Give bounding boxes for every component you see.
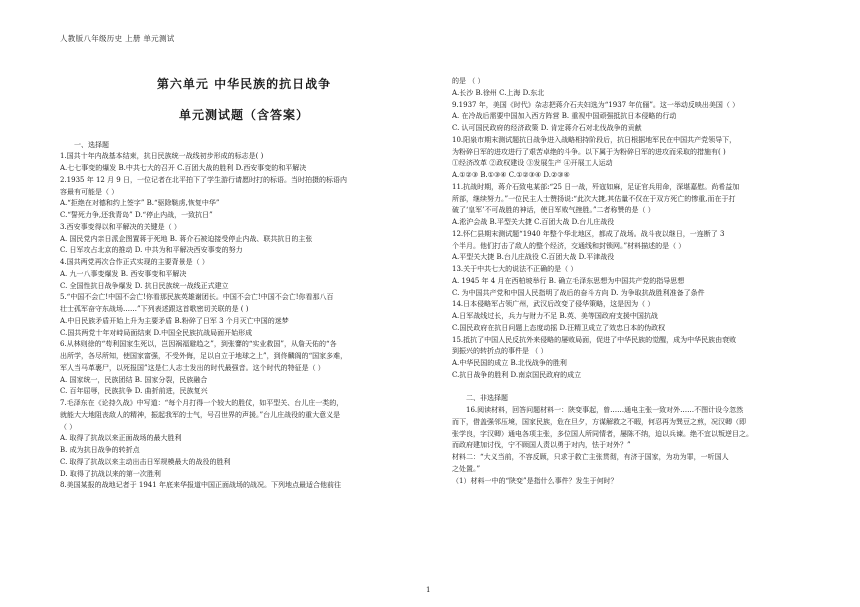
- text-line: 6.从林则徐的“苟利国家生死以，岂因祸福避趋之”，到张謇的“实业救国”，从詹天佑的“各: [60, 340, 337, 349]
- right-question-list: [452, 76, 792, 487]
- section-heading: 一、选择题: [74, 140, 109, 149]
- text-line: C.“誓死力争,还我青岛” D.“停止内战，一致抗日”: [60, 211, 213, 220]
- text-line: 1.国共十年内战基本结束，抗日民族统一战线初步形成的标志是( ): [60, 152, 264, 161]
- text-line: 3.西安事变得以和平解决的关键是（ ）: [60, 222, 181, 231]
- text-line: C. 为中国共产党和中国人民指明了战后的奋斗方向 D. 为争取抗战胜利准备了条件: [452, 288, 705, 297]
- text-line: 16.阅读材料，回答问题材料一：陕变事起，曾……通电主张一致对外……不图计设今忽然: [466, 406, 744, 414]
- text-line: A.中华民国的成立 B.北伐战争的胜利: [452, 359, 567, 367]
- text-line: 壮士孤军奋守东战场……”下列表述跟这首歌密切关联的是 ( ): [60, 305, 249, 314]
- text-line: 13.关于中共七大的说法不正确的是（ ）: [452, 265, 578, 273]
- page-number: 1: [426, 586, 431, 594]
- left-question-list: [60, 151, 428, 492]
- unit-title: 第六单元 中华民族的抗日战争: [156, 77, 332, 91]
- text-line: 2.1935 年 12 月 9 日，一位记者在北平拍下了学生游行请愿时打的标语。当时拍摄的标语内: [60, 175, 347, 184]
- text-line: C. 全国性抗日战争爆发 D. 抗日民族统一战线正式建立: [60, 281, 229, 290]
- text-line: A. 国民党内亲日派企图置蒋于死地 B. 蒋介石被迫接受停止内战、联共抗日的主张: [60, 234, 313, 243]
- text-line: 张学良，字汉卿）通电各项主张，多位国人所同情者，屡陈不纳，迫以兵谏。绝不宜以叛逆目之。: [452, 429, 753, 438]
- text-line: C.国共两党十年对峙局面结束 D.中国全民族抗战局面开始形成: [60, 328, 253, 337]
- text-line: 个半月。他们打击了敌人的整个经济，交通线和封锁网。”材料描述的是（ ）: [452, 241, 686, 250]
- text-line: 9.1937 年，美国《时代》杂志把蒋介石夫妇选为“1937 年伉俪”。这一举动反映出美国（ ）: [452, 100, 740, 109]
- text-line: 材料二：“大义当前，不容反顾，只求于救亡主张贯彻，有济于国家，为功为罪，一听国人: [452, 453, 729, 461]
- text-line: C. 百年屈辱，民族抗争 D. 曲折前进，民族复兴: [60, 387, 208, 396]
- text-line: D. 取得了抗战以来的第一次胜利: [60, 469, 161, 478]
- text-line: 的是 （ ）: [452, 77, 485, 85]
- text-line: A.日军战线过长，兵力与财力不足 B.英、美等国政府支援中国抗战: [452, 312, 658, 320]
- text-line: 14.日本侵略军占领广州，武汉后改变了侵华策略，这是因为（ ）: [452, 300, 655, 309]
- text-line: 10.阳泉市期末测试题抗日战争进入战略相持阶段后，抗日根据地军民在中国共产党领导下，: [452, 135, 737, 144]
- text-line: A. 在冷战后需要中国加入西方阵营 B. 重视中国顽强抵抗日本侵略的行动: [452, 112, 677, 121]
- left-column: [60, 68, 428, 492]
- test-subtitle: 单元测试题（含答案）: [178, 107, 309, 122]
- text-line: C. 日军攻占北京的推动 D. 中共为和平解决西安事变的努力: [60, 246, 243, 255]
- text-line: 12.怀仁县期末测试题“1940 年整个华北地区，都成了战场。战斗夜以继日，一连断了 3: [452, 229, 725, 238]
- text-line: 4.国共两党再次合作正式实现的主要背景是（ ）: [60, 258, 209, 267]
- text-line: ①经济改革 ②政权建设 ③发展生产 ④开展工人运动: [452, 159, 613, 168]
- text-line: 7.毛泽东在《论持久战》中写道：“每个月打得一个较大的胜仗，如平型关、台儿庄一类的，: [60, 399, 344, 408]
- text-line: 出所学，各尽所知，使国家富强，不受外侮，足以自立于地球之上”，到佟麟阁的“国家多难，: [60, 352, 348, 361]
- text-line: 容最有可能是（ ）: [60, 187, 119, 196]
- text-line: 5.“中国不会亡!中国不会亡!你看那民族英雄谢团长。中国不会亡!中国不会亡!你看那八百: [60, 293, 334, 302]
- text-line: A.平型关大捷 B.台儿庄战役 C.百团大战 D.平津战役: [452, 253, 615, 262]
- page-header: 人教版八年级历史 上册 单元测试: [60, 34, 175, 43]
- text-line: 而下，借盖强邻压境，国家民族，危在旦夕，方谋解救之不暇，何忍再为巽豆之煎，况汉卿（即: [452, 417, 746, 426]
- text-line: 为粉碎日军的进攻进行了艰苦卓绝的斗争。以下属于为粉碎日军的进攻而采取的措施有( ): [452, 147, 726, 156]
- text-line: A. 1945 年 4 月在西柏坡举行 B. 确立毛泽东思想为中国共产党的指导思想: [452, 276, 685, 285]
- text-line: C. 取得了抗战以来主动出击日军规模最大的战役的胜利: [60, 457, 231, 466]
- text-line: A. 国家统一，民族团结 B. 国家分裂，民族融合: [60, 375, 208, 384]
- right-column: [452, 76, 792, 487]
- text-line: A.七七事变的爆发 B.中共七大的召开 C.百团大战的胜利 D.西安事变的和平解决: [60, 164, 307, 173]
- text-line: B. 成为抗日战争的转折点: [60, 446, 140, 455]
- text-line: （1）材料一中的“陕变”是指什么事件？发生于何时？: [452, 476, 618, 485]
- text-line: A.①②③ B.①③④ C.①②③④ D.②③④: [452, 171, 570, 179]
- text-line: 到振兴的转折点的事件是 （ ）: [452, 347, 548, 356]
- text-line: 就能大大地阻丧敌人的精神，振起我军的士气，号召世界的声援。”台儿庄战役的重大意义是: [60, 410, 341, 419]
- text-line: （ ）: [60, 422, 77, 431]
- text-line: 8.美国某报的战地记者于 1941 年底来华报道中国正面战场的战况。下列地点最适合他前往: [60, 481, 341, 490]
- text-line: 11.抗战时期，蒋介石致电某部:“25 日一战，歼寇如麻，足证官兵用命，深堪嘉慰。尚希益加: [452, 182, 740, 191]
- text-line: A. 取得了抗战以来正面战场的最大胜利: [60, 434, 182, 443]
- text-line: A.中日民族矛盾开始上升为主要矛盾 B.粉碎了日军 3 个月灭亡中国的迷梦: [60, 316, 289, 325]
- text-line: A.“拒绝在对德和约上签字” B.“驱除鞑虏,恢复中华”: [60, 199, 220, 208]
- text-line: 二、非选择题: [466, 394, 508, 403]
- text-line: 15.抵抗了中国人民反抗外来侵略的屡败局面，促进了中华民族的觉醒，成为中华民族由衰败: [452, 335, 737, 344]
- text-line: C.抗日战争的胜利 D.南京国民政府的成立: [452, 370, 582, 379]
- text-line: 而政府建加讨伐，宁不顾国人责以勇于对内，怯于对外？”: [452, 441, 631, 450]
- text-line: 之处置。”: [452, 464, 481, 473]
- text-line: C.国民政府在抗日问题上态度动摇 D.汪精卫成立了效忠日本的伪政权: [452, 323, 666, 332]
- text-line: C. 认可国民政府的经济政策 D. 肯定蒋介石对北伐战争的贡献: [452, 124, 642, 132]
- text-line: [452, 382, 792, 394]
- text-line: A.淞沪会战 B.平型关大捷 C.百团大战 D.台儿庄战役: [452, 218, 615, 226]
- text-line: A. 九一八事变爆发 B. 西安事变和平解决: [60, 269, 187, 278]
- text-line: 军人当马革裹尸，以死报国”这是仁人志士发出的时代最强音。这个时代的特征是（ ）: [60, 363, 325, 372]
- text-line: 所部，继续努力。”一位民主人士赞扬说:“此次大捷,其估量不仅在于双方死亡的惨重,而在于打: [452, 194, 736, 203]
- text-line: A.长沙 B.徐州 C.上海 D.东北: [452, 88, 545, 97]
- text-line: 破了‘皇军’不可战胜的神话，使日军败气挫胜。”二者称赞的是（ ）: [452, 206, 655, 215]
